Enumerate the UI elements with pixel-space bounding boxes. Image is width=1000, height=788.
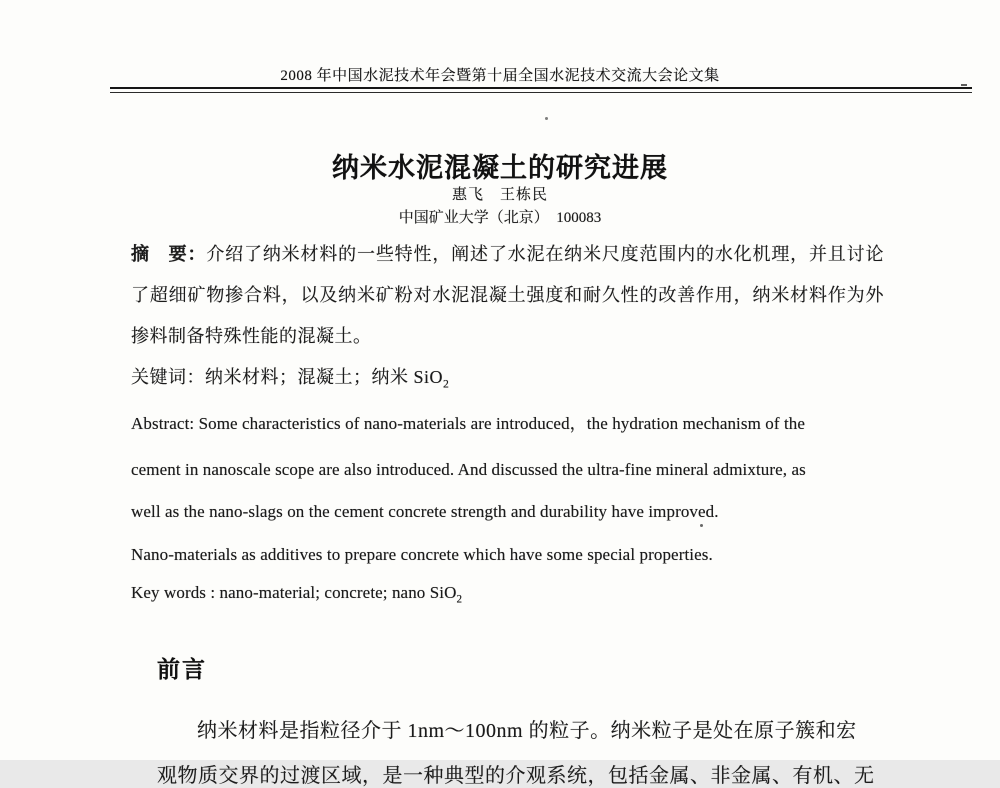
keywords-cn-text: 纳米材料；混凝土；纳米 SiO: [205, 367, 444, 387]
scan-artifact-dash: [961, 84, 967, 86]
abstract-en-line: Abstract: Some characteristics of nano-materials are introduced，the hydration mechanism of the: [131, 414, 806, 433]
abstract-en-line: Nano-materials as additives to prepare concrete which have some special properties.: [131, 545, 713, 564]
header-rule: [110, 87, 972, 93]
abstract-cn-text: 介绍了纳米材料的一些特性，阐述了水泥在纳米尺度范围内的水化机理，并且讨论: [206, 244, 885, 264]
paper-authors: 惠飞 王栋民: [451, 187, 548, 203]
abstract-cn-label: 摘 要：: [131, 244, 207, 264]
keywords-en-text: Key words : nano-material; concrete; nano SiO: [131, 583, 457, 602]
running-header: 2008 年中国水泥技术年会暨第十届全国水泥技术交流大会论文集: [280, 68, 720, 84]
scan-artifact-dot: [545, 117, 548, 120]
keywords-en-subscript: 2: [456, 593, 463, 606]
abstract-en-line: well as the nano-slags on the cement concrete strength and durability have improved.: [131, 502, 719, 521]
keywords-en: [131, 581, 884, 605]
body-line: 纳米材料是指粒径介于 1nm～100nm 的粒子。纳米粒子是处在原子簇和宏: [197, 720, 857, 742]
scan-artifact-dot: [700, 524, 703, 527]
section-heading-preface: 前言: [157, 656, 207, 683]
keywords-cn: [131, 365, 884, 389]
paper-title: 纳米水泥混凝土的研究进展: [332, 153, 668, 184]
abstract-en-line: cement in nanoscale scope are also introduced. And discussed the ultra-fine mineral admixture, as: [131, 460, 806, 479]
keywords-cn-label: 关键词：: [131, 367, 205, 387]
abstract-cn-line: 了超细矿物掺合料，以及纳米矿粉对水泥混凝土强度和耐久性的改善作用，纳米材料作为外: [131, 285, 884, 305]
keywords-cn-subscript: 2: [443, 377, 450, 391]
paper-affiliation: 中国矿业大学（北京） 100083: [398, 210, 602, 226]
body-line: 观物质交界的过渡区域，是一种典型的介观系统，包括金属、非金属、有机、无: [157, 765, 875, 787]
abstract-cn-line: 掺料制备特殊性能的混凝土。: [131, 326, 372, 346]
abstract-cn-line: [131, 242, 884, 266]
